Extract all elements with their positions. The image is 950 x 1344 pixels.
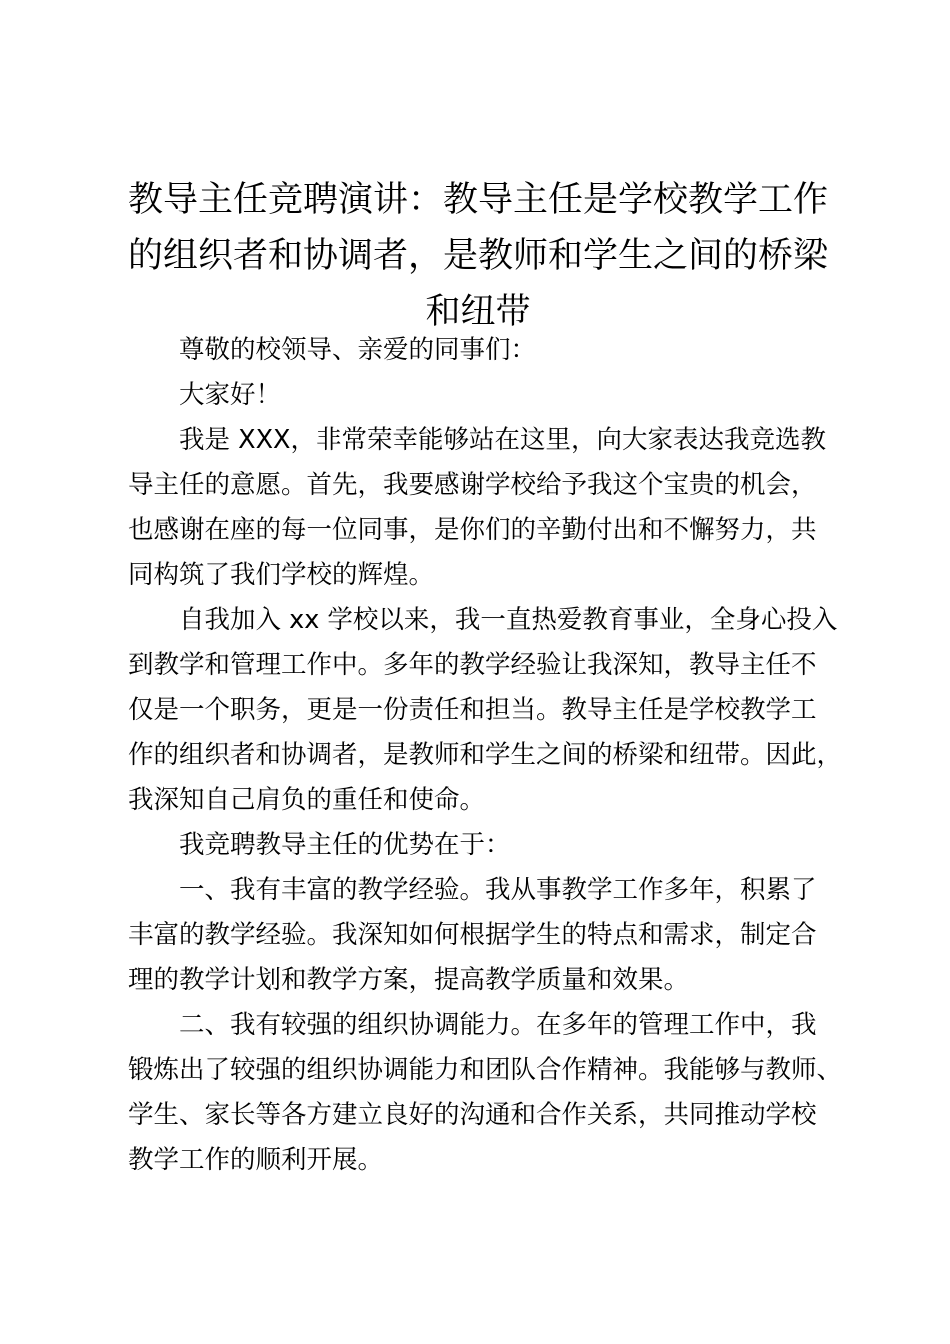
salutation-paragraph xyxy=(128,328,828,373)
paragraph-line: 同构筑了我们学校的辉煌。 xyxy=(128,560,435,590)
greeting-paragraph xyxy=(128,373,828,418)
paragraph-line: 学生、家长等各方建立良好的沟通和合作关系，共同推动学校 xyxy=(128,1100,817,1130)
paragraph-line: 一、我有丰富的教学经验。我从事教学工作多年，积累了 xyxy=(179,875,817,905)
document-body xyxy=(128,328,843,1183)
advantage-one-paragraph xyxy=(128,868,828,1003)
paragraph-line: 也感谢在座的每一位同事，是你们的辛勤付出和不懈努力，共 xyxy=(128,515,817,545)
title-line-3: 和纽带 xyxy=(425,292,531,332)
paragraph-line: 我是 XXX，非常荣幸能够站在这里，向大家表达我竞选教 xyxy=(179,425,827,455)
paragraph-line: 锻炼出了较强的组织协调能力和团队合作精神。我能够与教师、 xyxy=(128,1055,843,1085)
paragraph-line: 自我加入 xx 学校以来，我一直热爱教育事业，全身心投入 xyxy=(179,605,838,635)
paragraph-line: 仅是一个职务，更是一份责任和担当。教导主任是学校教学工 xyxy=(128,695,817,725)
background-paragraph xyxy=(128,598,843,823)
title-line-2: 的组织者和协调者，是教师和学生之间的桥梁 xyxy=(127,236,828,276)
title-line-1: 教导主任竞聘演讲：教导主任是学校教学工作 xyxy=(127,180,828,220)
paragraph-line: 我深知自己肩负的重任和使命。 xyxy=(128,785,486,815)
advantage-two-paragraph xyxy=(128,1003,843,1183)
paragraph-line: 我竞聘教导主任的优势在于： xyxy=(179,830,511,860)
paragraph-line: 作的组织者和协调者，是教师和学生之间的桥梁和纽带。因此， xyxy=(128,740,843,770)
paragraph-line: 教学工作的顺利开展。 xyxy=(128,1145,384,1175)
paragraph-line: 丰富的教学经验。我深知如何根据学生的特点和需求，制定合 xyxy=(128,920,817,950)
paragraph-line: 到教学和管理工作中。多年的教学经验让我深知，教导主任不 xyxy=(128,650,817,680)
document-title xyxy=(118,172,838,340)
paragraph-line: 二、我有较强的组织协调能力。在多年的管理工作中，我 xyxy=(179,1010,817,1040)
advantages-heading-paragraph xyxy=(128,823,828,868)
intro-paragraph xyxy=(128,418,828,598)
paragraph-line: 尊敬的校领导、亲爱的同事们： xyxy=(179,335,537,365)
paragraph-line: 导主任的意愿。首先，我要感谢学校给予我这个宝贵的机会， xyxy=(128,470,817,500)
paragraph-line: 大家好！ xyxy=(179,380,282,410)
paragraph-line: 理的教学计划和教学方案，提高教学质量和效果。 xyxy=(128,965,690,995)
